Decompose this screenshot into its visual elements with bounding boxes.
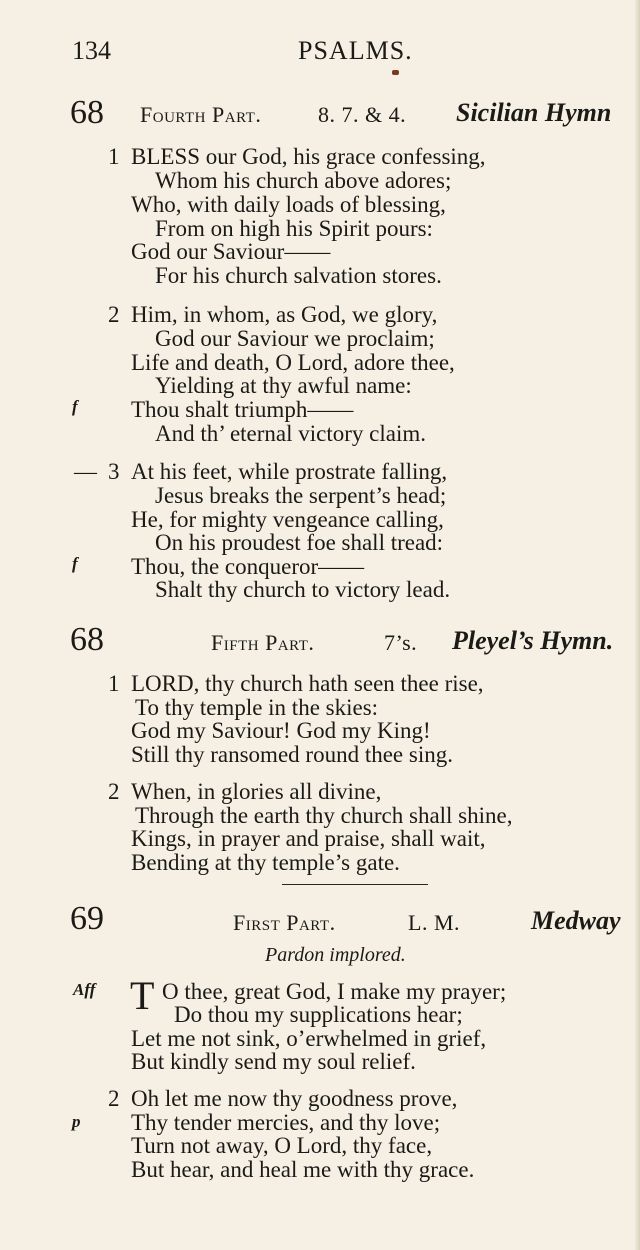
page-number: 134 (72, 36, 111, 65)
verse-line: Thy tender mercies, and thy love; (131, 1110, 441, 1135)
verse-line: Turn not away, O Lord, thy face, (131, 1133, 433, 1158)
verse-line: God our Saviour—— (131, 239, 331, 264)
verse-line: For his church salvation stores. (155, 263, 442, 288)
hymn-part: Fifth Part. (211, 630, 315, 655)
verse-line: On his proudest foe shall tread: (155, 530, 444, 555)
verse-line: Him, in whom, as God, we glory, (131, 302, 438, 327)
hymn-part: First Part. (233, 910, 336, 935)
hymn-number: 69 (70, 900, 104, 937)
verse-number: 2 (108, 779, 120, 804)
dynamic-mark: f (72, 397, 78, 416)
verse-line: Kings, in prayer and praise, shall wait, (131, 826, 486, 851)
hymn-part: Fourth Part. (140, 102, 262, 127)
verse-line: God our Saviour we proclaim; (155, 326, 435, 351)
verse-line: Yielding at thy awful name: (155, 373, 412, 398)
dynamic-mark: f (72, 554, 78, 573)
verse-number: 2 (108, 1086, 120, 1111)
verse-line: Life and death, O Lord, adore thee, (131, 350, 455, 375)
verse-line: Bending at thy temple’s gate. (131, 850, 400, 875)
section-divider (282, 884, 428, 885)
verse-line: And th’ eternal victory claim. (155, 421, 427, 446)
verse-number: 2 (108, 302, 120, 327)
verse-line: Thou shalt triumph—— (131, 397, 354, 422)
hymn-number: 68 (70, 94, 104, 131)
ink-spot (392, 70, 399, 75)
verse-number: 3 (108, 459, 120, 484)
verse-line: He, for mighty vengeance calling, (131, 507, 444, 532)
hymn-metre: L. M. (408, 910, 460, 935)
verse-number: 1 (108, 144, 120, 169)
verse-line: God my Saviour! God my King! (131, 718, 431, 743)
hymn-metre: 7’s. (384, 630, 418, 655)
running-title: PSALMS. (298, 36, 413, 65)
verse-line: Whom his church above adores; (155, 168, 452, 193)
hymn-number: 68 (70, 621, 104, 658)
verse-line: When, in glories all divine, (131, 779, 382, 804)
hymn-subtitle: Pardon implored. (265, 944, 406, 966)
verse-line: Do thou my supplications hear; (174, 1002, 463, 1027)
verse-line: But hear, and heal me with thy grace. (131, 1157, 475, 1182)
dynamic-mark: Aff (73, 980, 96, 999)
verse-line: Who, with daily loads of blessing, (131, 192, 446, 217)
tune-name: Medway (531, 906, 621, 935)
dynamic-dash: — (74, 459, 97, 484)
tune-name: Pleyel’s Hymn. (452, 626, 614, 655)
verse-line: Through the earth thy church shall shine, (135, 803, 513, 828)
verse-number: 1 (108, 671, 120, 696)
verse-line: Shalt thy church to victory lead. (155, 577, 451, 602)
verse-line: Oh let me now thy goodness prove, (131, 1086, 458, 1111)
page-edge (634, 0, 640, 1250)
verse-line: But kindly send my soul relief. (131, 1049, 416, 1074)
verse-line: At his feet, while prostrate falling, (131, 459, 448, 484)
tune-name: Sicilian Hymn (456, 98, 612, 127)
verse-line: BLESS our God, his grace confessing, (131, 144, 486, 169)
verse-line: Thou, the conqueror—— (131, 554, 365, 579)
drop-cap: T (130, 973, 155, 1018)
verse-line: LORD, thy church hath seen thee rise, (131, 671, 484, 696)
dynamic-mark: p (72, 1112, 81, 1131)
verse-line: Still thy ransomed round thee sing. (131, 742, 453, 767)
hymn-metre: 8. 7. & 4. (318, 102, 407, 127)
verse-line: Jesus breaks the serpent’s head; (155, 483, 447, 508)
verse-line: From on high his Spirit pours: (155, 216, 433, 241)
verse-line: Let me not sink, o’erwhelmed in grief, (131, 1026, 487, 1051)
verse-line: O thee, great God, I make my prayer; (162, 979, 507, 1004)
verse-line: To thy temple in the skies: (135, 695, 379, 720)
